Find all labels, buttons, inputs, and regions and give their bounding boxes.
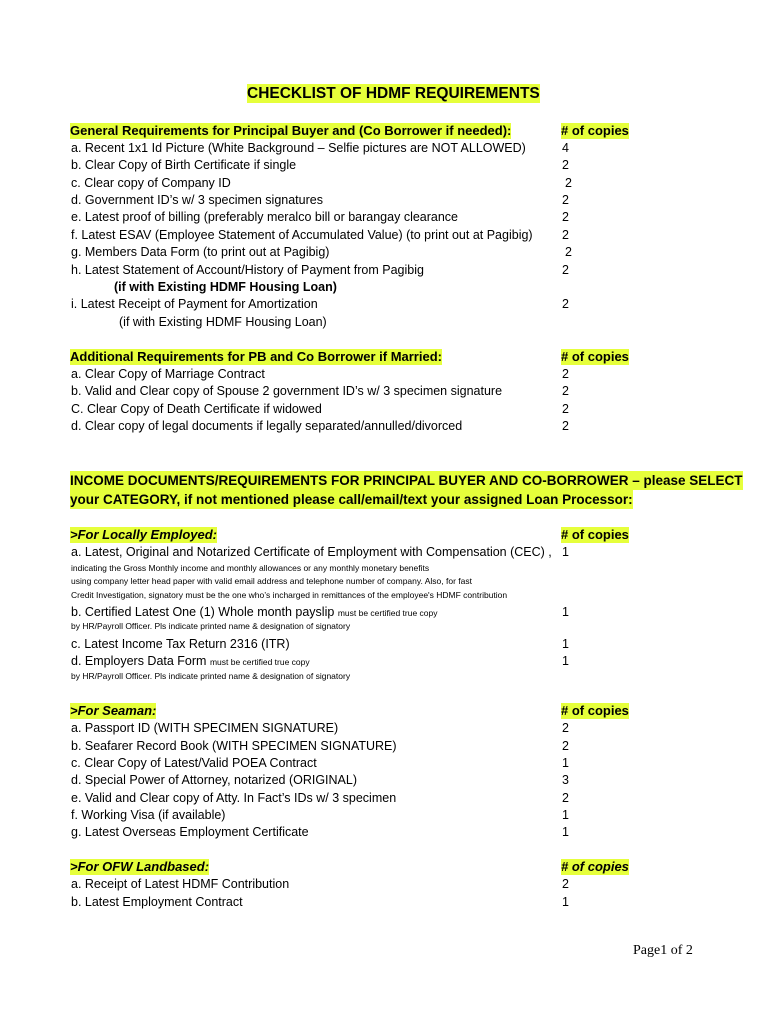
seaman-copies-header: # of copies — [561, 703, 629, 718]
list-item-tail: must be certified true copy — [337, 608, 438, 618]
seaman-heading: >For Seaman: — [70, 703, 157, 718]
copies-value: 2 — [562, 419, 569, 433]
copies-value: 2 — [562, 367, 569, 381]
income-heading-line2: your CATEGORY, if not mentioned please call/email/text your assigned Loan Processor: — [70, 492, 633, 507]
list-item: C. Clear Copy of Death Certificate if widowed — [71, 402, 322, 416]
locally-employed-heading: >For Locally Employed: — [70, 527, 218, 542]
copies-value: 1 — [562, 808, 569, 822]
list-item: d. Government ID’s w/ 3 specimen signatures — [71, 193, 323, 207]
copies-value: 3 — [562, 773, 569, 787]
locally-copies-header: # of copies — [561, 527, 629, 542]
copies-value: 2 — [562, 193, 569, 207]
list-item: h. Latest Statement of Account/History of Payment from Pagibig — [71, 263, 424, 277]
copies-value: 1 — [562, 825, 569, 839]
copies-value: 1 — [562, 545, 569, 559]
list-item-note: (if with Existing HDMF Housing Loan) — [114, 280, 337, 294]
copies-value: 4 — [562, 141, 569, 155]
list-item-note: (if with Existing HDMF Housing Loan) — [119, 315, 327, 329]
list-item: a. Passport ID (WITH SPECIMEN SIGNATURE) — [71, 721, 339, 735]
copies-value: 1 — [562, 756, 569, 770]
copies-value: 2 — [562, 297, 569, 311]
list-item-tail: must be certified true copy — [209, 657, 310, 667]
list-item: d. Clear copy of legal documents if legally separated/annulled/divorced — [71, 419, 463, 433]
copies-value: 2 — [562, 158, 569, 172]
copies-value: 2 — [562, 721, 569, 735]
copies-value: 2 — [565, 245, 572, 259]
copies-value: 2 — [562, 877, 569, 891]
list-item: e. Latest proof of billing (preferably meralco bill or barangay clearance — [71, 210, 459, 224]
list-item: f. Working Visa (if available) — [71, 808, 226, 822]
list-item — [71, 653, 310, 669]
list-item: e. Valid and Clear copy of Atty. In Fact’s IDs w/ 3 specimen — [71, 791, 397, 805]
general-copies-header: # of copies — [561, 123, 629, 138]
list-item: f. Latest ESAV (Employee Statement of Accumulated Value) (to print out at Pagibig) — [71, 228, 533, 242]
list-item: g. Members Data Form (to print out at Pagibig) — [71, 245, 330, 259]
list-item: a. Receipt of Latest HDMF Contribution — [71, 877, 290, 891]
list-item: d. Special Power of Attorney, notarized (ORIGINAL) — [71, 773, 358, 787]
copies-value: 2 — [562, 402, 569, 416]
list-item-text: d. Employers Data Form — [71, 654, 207, 668]
copies-value: 2 — [562, 210, 569, 224]
list-item-note: by HR/Payroll Officer. Pls indicate printed name & designation of signatory — [71, 621, 351, 631]
general-heading: General Requirements for Principal Buyer and (Co Borrower if needed): — [70, 123, 512, 138]
list-item: a. Latest, Original and Notarized Certificate of Employment with Compensation (CEC) , — [71, 545, 552, 559]
page-title: CHECKLIST OF HDMF REQUIREMENTS — [247, 85, 540, 102]
list-item-note: by HR/Payroll Officer. Pls indicate printed name & designation of signatory — [71, 671, 351, 681]
list-item — [71, 604, 438, 620]
copies-value: 1 — [562, 637, 569, 651]
list-item: c. Clear copy of Company ID — [71, 176, 231, 190]
list-item-text: b. Certified Latest One (1) Whole month payslip — [71, 605, 335, 619]
copies-value: 2 — [562, 739, 569, 753]
additional-heading: Additional Requirements for PB and Co Borrower if Married: — [70, 349, 442, 364]
list-item: g. Latest Overseas Employment Certificate — [71, 825, 309, 839]
list-item: c. Clear Copy of Latest/Valid POEA Contract — [71, 756, 317, 770]
list-item: b. Latest Employment Contract — [71, 895, 243, 909]
list-item-note: Credit Investigation, signatory must be the one who’s incharged in remittances of the employee's HDMF contribution — [71, 590, 508, 600]
list-item: b. Seafarer Record Book (WITH SPECIMEN SIGNATURE) — [71, 739, 397, 753]
list-item: b. Clear Copy of Birth Certificate if single — [71, 158, 297, 172]
ofw-heading: >For OFW Landbased: — [70, 859, 210, 874]
copies-value: 1 — [562, 605, 569, 619]
copies-value: 2 — [565, 176, 572, 190]
list-item: a. Clear Copy of Marriage Contract — [71, 367, 265, 381]
copies-value: 1 — [562, 654, 569, 668]
list-item: b. Valid and Clear copy of Spouse 2 government ID’s w/ 3 specimen signature — [71, 384, 503, 398]
list-item-note: using company letter head paper with valid email address and telephone number of company. Also, for fast — [71, 576, 472, 586]
page-number: Page1 of 2 — [633, 943, 693, 958]
ofw-copies-header: # of copies — [561, 859, 629, 874]
copies-value: 1 — [562, 895, 569, 909]
list-item-note: indicating the Gross Monthly income and monthly allowances or any monthly monetary benefits — [71, 563, 430, 573]
list-item: i. Latest Receipt of Payment for Amortization — [71, 297, 318, 311]
copies-value: 2 — [562, 384, 569, 398]
income-heading-line1: INCOME DOCUMENTS/REQUIREMENTS FOR PRINCIPAL BUYER AND CO-BORROWER – please SELECT — [70, 473, 743, 488]
copies-value: 2 — [562, 791, 569, 805]
copies-value: 2 — [562, 228, 569, 242]
list-item: a. Recent 1x1 Id Picture (White Background – Selfie pictures are NOT ALLOWED) — [71, 141, 526, 155]
list-item: c. Latest Income Tax Return 2316 (ITR) — [71, 637, 290, 651]
additional-copies-header: # of copies — [561, 349, 629, 364]
copies-value: 2 — [562, 263, 569, 277]
